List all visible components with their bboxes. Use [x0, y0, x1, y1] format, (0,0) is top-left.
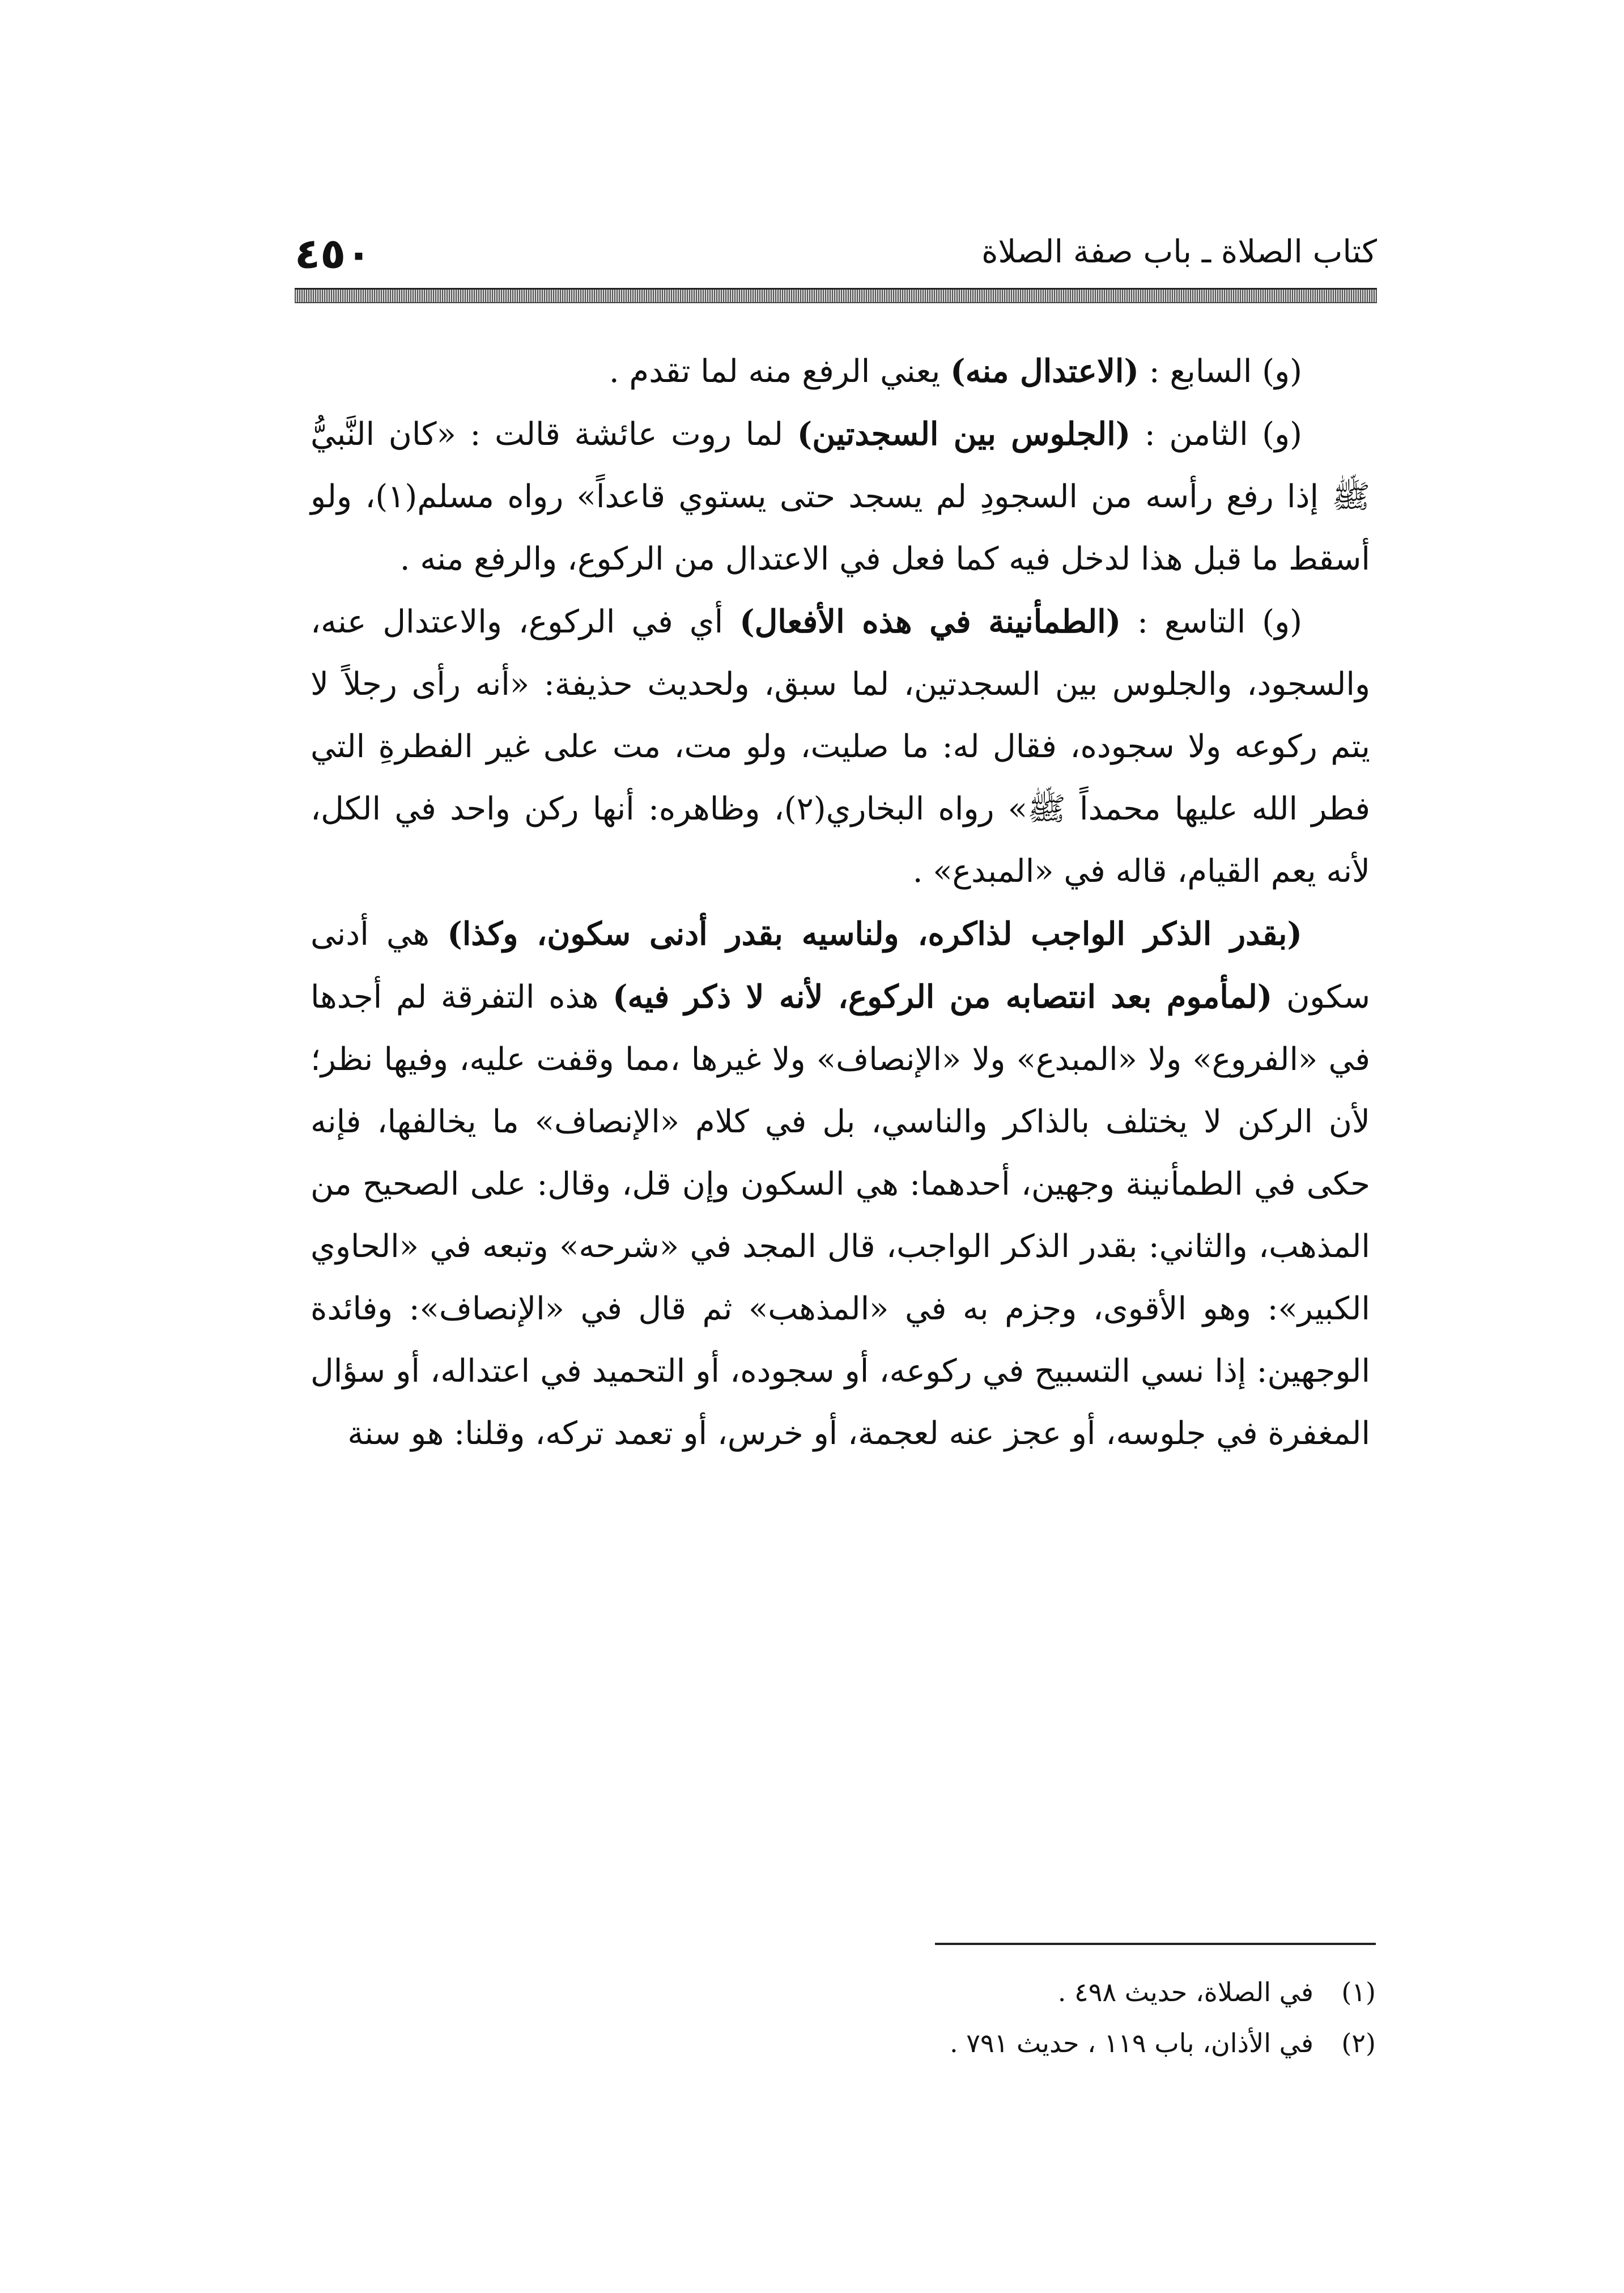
page-number: ٤٥٠ — [295, 230, 372, 278]
bold-matn-text: (الطمأنينة في هذه الأفعال) — [739, 603, 1121, 640]
paragraph-text: أي في الركوع، والاعتدال عنه، والسجود، والجلوس بين السجدتين، لما سبق، ولحديث حذيفة: «أنه رأى رجلاً لا يتم ركوعه ولا سجوده، فقال له: ما صليت، ولو مت، مت على غير الفطرةِ التي فطر الله عليها محمداً ﷺ» رواه البخاري(٢)، وظاهره: أنها ركن واحد في الكل، لأنه يعم القيام، قاله في «المبدع» . — [311, 604, 1371, 890]
running-header — [295, 227, 1377, 289]
footnote — [680, 2018, 1376, 2069]
main-text — [311, 340, 1370, 1465]
paragraph-text: هي أدنى سكون — [311, 916, 1370, 1016]
paragraph — [311, 903, 1370, 1465]
paragraph — [311, 591, 1370, 903]
footnote-marker: (١) — [1341, 1977, 1376, 2007]
paragraph-text: يعني الرفع منه لما تقدم . — [609, 353, 951, 390]
footnote-marker: (٢) — [1341, 2028, 1376, 2058]
header-rule — [295, 288, 1377, 303]
footnotes — [680, 1967, 1376, 2069]
paragraph-text: (و) الثامن : — [1130, 416, 1302, 453]
footnote-separator — [935, 1943, 1376, 1945]
paragraph-text: لما روت عائشة قالت : «كان النَّبيُّ ﷺ إذا رفع رأسه من السجودِ لم يسجد حتى يستوي قاعداً» رواه مسلم(١)، ولو أسقط ما قبل هذا لدخل فيه كما فعل في الاعتدال من الركوع، والرفع منه . — [311, 416, 1370, 578]
paragraph-text: (و) التاسع : — [1121, 604, 1302, 640]
paragraph — [311, 403, 1370, 591]
bold-matn-text: (لمأموم بعد انتصابه من الركوع، لأنه لا ذكر فيه) — [613, 978, 1273, 1016]
bold-matn-text: (الجلوس بين السجدتين) — [797, 415, 1131, 453]
footnote — [680, 1967, 1376, 2018]
footnote-text: في الأذان، باب ١١٩ ، حديث ٧٩١ . — [950, 2028, 1313, 2058]
paragraph — [311, 340, 1370, 403]
bold-matn-text: (الاعتدال منه) — [950, 353, 1139, 390]
paragraph-text: هذه التفرقة لم أجدها في «الفروع» ولا «المبدع» ولا «الإنصاف» ولا غيرها ،مما وقفت عليه، وفيها نظر؛ لأن الركن لا يختلف بالذاكر والناسي، بل في كلام «الإنصاف» ما يخالفها، فإنه حكى في الطمأنينة وجهين، أحدهما: هي السكون وإن قل، وقال: على الصحيح من المذهب، والثاني: بقدر الذكر الواجب، قال المجد في «شرحه» وتبعه في «الحاوي الكبير»: وهو الأقوى، وجزم به في «المذهب» ثم قال في «الإنصاف»: وفائدة الوجهين: إذا نسي التسبيح في ركوعه، أو سجوده، أو التحميد في اعتداله، أو سؤال المغفرة في جلوسه، أو عجز عنه لعجمة، أو خرس، أو تعمد تركه، وقلنا: هو سنة — [311, 979, 1370, 1452]
bold-matn-text: (بقدر الذكر الواجب لذاكره، ولناسيه بقدر أدنى سكون، وكذا) — [447, 915, 1302, 953]
footnote-text: في الصلاة، حديث ٤٩٨ . — [1057, 1977, 1313, 2007]
header-title: كتاب الصلاة ـ باب صفة الصلاة — [981, 233, 1377, 270]
paragraph-text: (و) السابع : — [1138, 353, 1302, 390]
